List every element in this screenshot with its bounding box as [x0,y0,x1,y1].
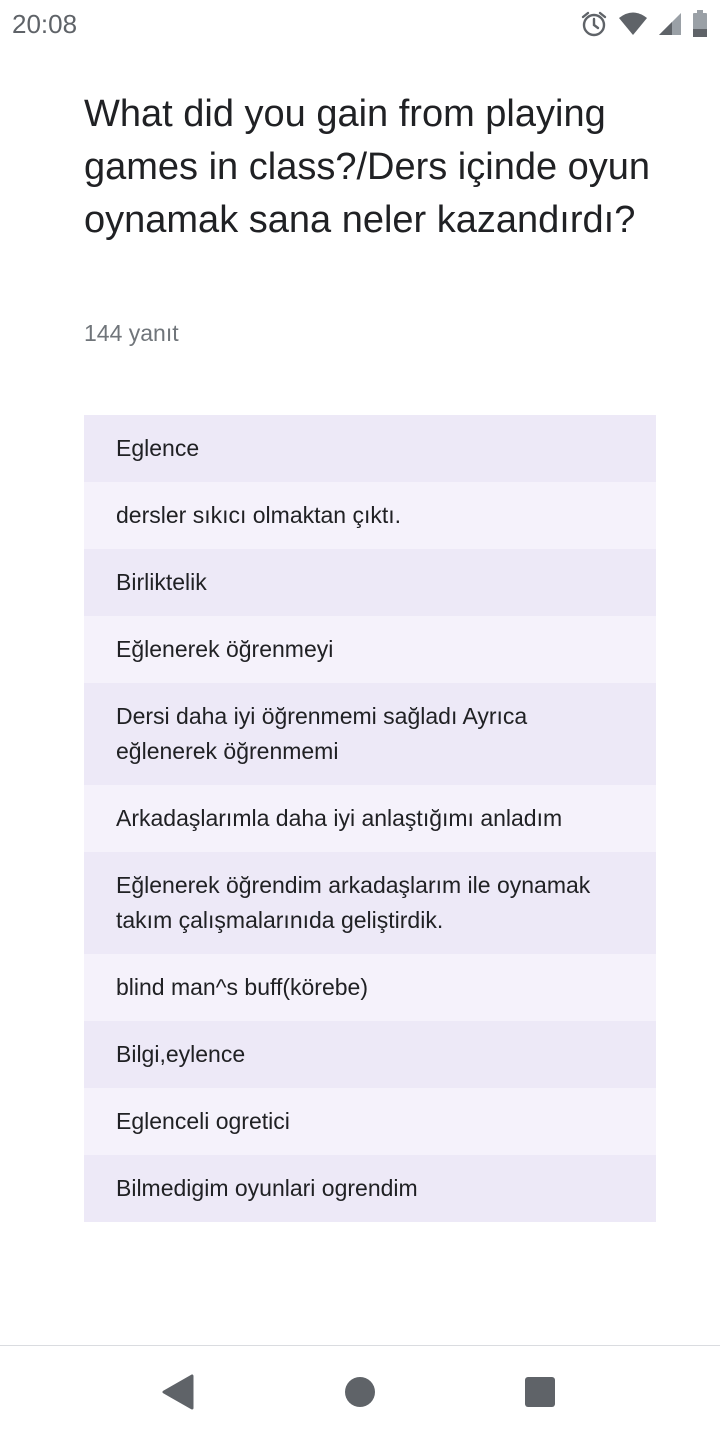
list-item: Eglence [84,415,656,482]
signal-icon [658,11,682,37]
list-item: Eglenceli ogretici [84,1088,656,1155]
status-bar [0,0,720,48]
list-item: Bilgi,eylence [84,1021,656,1088]
list-item: Eğlenerek öğrendim arkadaşlarım ile oynamak takım çalışmalarınıda geliştirdik. [84,852,656,954]
response-count: 144 yanıt [84,320,179,346]
list-item: Arkadaşlarımla daha iyi anlaştığımı anladım [84,785,656,852]
recents-icon [523,1375,557,1414]
list-item: blind man^s buff(körebe) [84,954,656,1021]
status-time: 20:08 [12,9,78,39]
wifi-icon [618,11,648,37]
list-item: dersler sıkıcı olmaktan çıktı. [84,482,656,549]
list-item: Birliktelik [84,549,656,616]
home-icon [343,1375,377,1414]
question-title: What did you gain from playing games in class?/Ders içinde oyun oynamak sana neler kazandırdı? [84,93,651,241]
battery-icon [692,10,708,38]
recents-button[interactable] [520,1374,560,1414]
back-icon [160,1373,196,1416]
list-item: Eğlenerek öğrenmeyi [84,616,656,683]
nav-bar [0,1346,720,1440]
alarm-icon [580,10,608,38]
list-item: Bilmedigim oyunlari ogrendim [84,1155,656,1222]
home-button[interactable] [340,1374,380,1414]
back-button[interactable] [158,1374,198,1414]
status-icons [580,9,708,39]
answer-list [84,415,656,1222]
list-item: Dersi daha iyi öğrenmemi sağladı Ayrıca eğlenerek öğrenmemi [84,683,656,785]
